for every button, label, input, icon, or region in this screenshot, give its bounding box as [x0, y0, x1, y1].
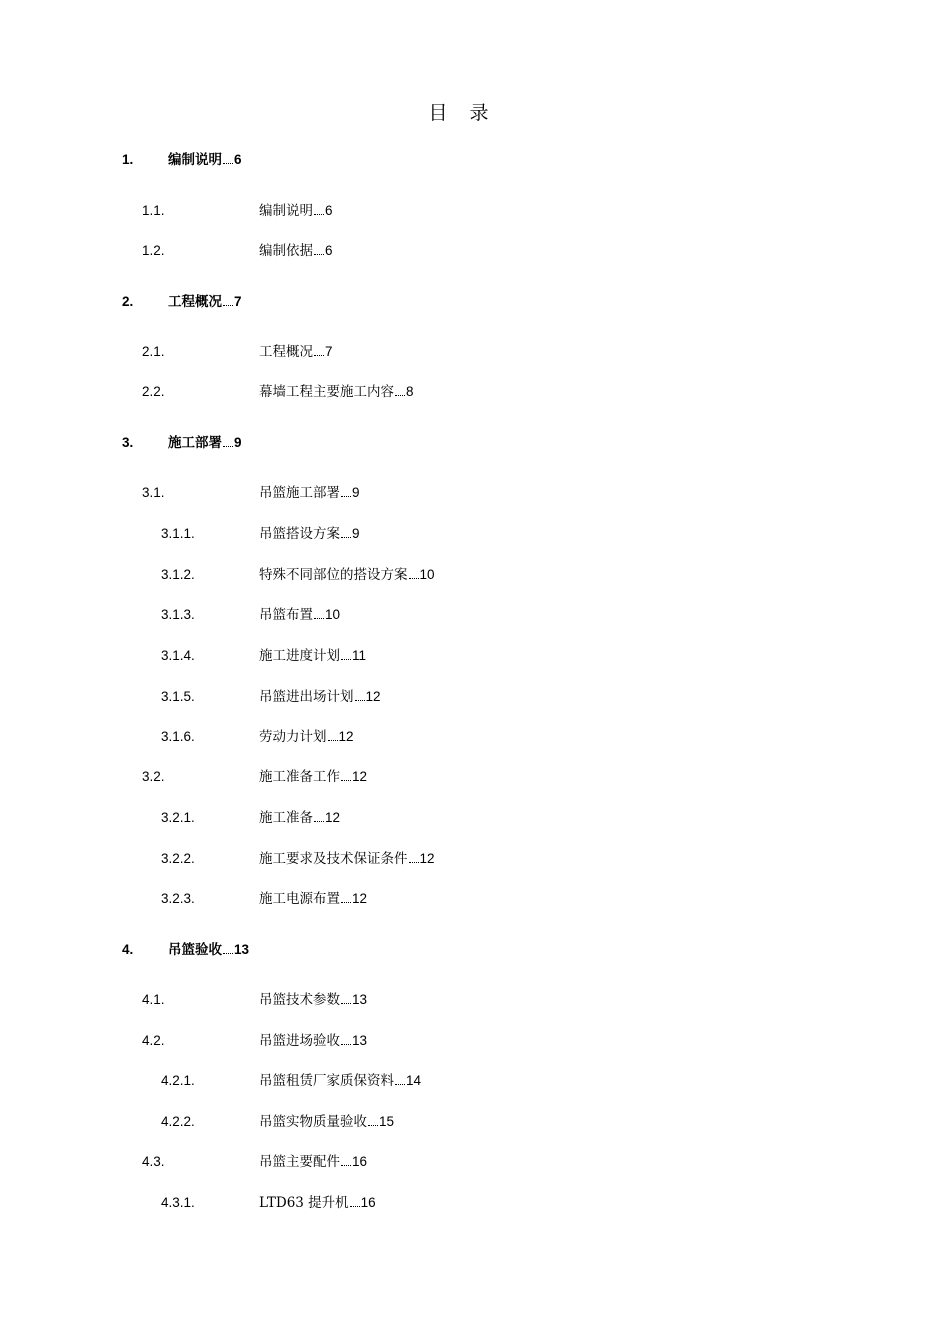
toc-entry-number: 1.2.: [142, 243, 165, 258]
toc-entry-number: 1.1.: [142, 203, 165, 218]
toc-entry-title[interactable]: 吊篮施工部署: [259, 485, 340, 501]
toc-entry-title[interactable]: LTD63 提升机: [259, 1195, 349, 1211]
toc-entry-title[interactable]: 幕墙工程主要施工内容: [259, 384, 394, 400]
toc-entry-number: 2.1.: [142, 344, 165, 359]
toc-dot-leader: [223, 446, 233, 447]
toc-entry-number: 4.3.: [142, 1154, 165, 1169]
toc-dot-leader: [409, 862, 419, 863]
toc-entry-title[interactable]: 编制说明: [259, 203, 313, 219]
toc-entry-title[interactable]: 施工进度计划: [259, 648, 340, 664]
toc-entry-number: 3.2.2.: [161, 851, 195, 866]
toc-entry-title[interactable]: 吊篮主要配件: [259, 1154, 340, 1170]
toc-entry-title[interactable]: 吊篮搭设方案: [259, 526, 340, 542]
toc-page-number: 6: [234, 152, 242, 167]
toc-dot-leader: [314, 821, 324, 822]
toc-entry-title[interactable]: 编制说明: [168, 152, 222, 168]
toc-dot-leader: [314, 254, 324, 255]
toc-entry-title[interactable]: 特殊不同部位的搭设方案: [259, 567, 408, 583]
toc-page-number: 12: [365, 689, 381, 704]
toc-entry-number: 3.1.: [142, 485, 165, 500]
toc-dot-leader: [341, 496, 351, 497]
toc-entry-number: 4.3.1.: [161, 1195, 195, 1210]
toc-page-number: 12: [325, 810, 341, 825]
toc-title: 目 录: [428, 102, 497, 124]
toc-entry-number: 4.2.2.: [161, 1114, 195, 1129]
toc-dot-leader: [341, 1165, 351, 1166]
toc-entry-number: 1.: [122, 152, 134, 167]
toc-dot-leader: [341, 537, 351, 538]
toc-entry-title[interactable]: 施工准备工作: [259, 769, 340, 785]
toc-dot-leader: [314, 214, 324, 215]
toc-entry-title[interactable]: 工程概况: [259, 344, 313, 360]
toc-dot-leader: [395, 1084, 405, 1085]
toc-entry-title[interactable]: 施工准备: [259, 810, 313, 826]
toc-page-number: 12: [419, 851, 435, 866]
toc-dot-leader: [223, 305, 233, 306]
toc-dot-leader: [328, 740, 338, 741]
toc-entry-title[interactable]: 施工部署: [168, 435, 222, 451]
toc-entry-title[interactable]: 吊篮租赁厂家质保资料: [259, 1073, 394, 1089]
toc-dot-leader: [355, 700, 365, 701]
toc-dot-leader: [350, 1206, 360, 1207]
toc-entry-number: 3.2.3.: [161, 891, 195, 906]
toc-entry-number: 3.1.2.: [161, 567, 195, 582]
toc-entry-number: 3.2.: [142, 769, 165, 784]
toc-entry-number: 3.: [122, 435, 134, 450]
toc-entry-title[interactable]: 吊篮布置: [259, 607, 313, 623]
toc-entry-title[interactable]: 劳动力计划: [259, 729, 327, 745]
toc-dot-leader: [341, 659, 351, 660]
toc-entry-title[interactable]: 吊篮验收: [168, 942, 222, 958]
toc-entry-title[interactable]: 工程概况: [168, 294, 222, 310]
toc-entry-title[interactable]: 吊篮技术参数: [259, 992, 340, 1008]
toc-dot-leader: [341, 902, 351, 903]
toc-page-number: 7: [234, 294, 242, 309]
toc-dot-leader: [314, 355, 324, 356]
toc-page-number: 11: [352, 648, 367, 663]
toc-entry-number: 2.: [122, 294, 134, 309]
toc-page-number: 10: [419, 567, 435, 582]
toc-entry-title[interactable]: 编制依据: [259, 243, 313, 259]
toc-page-number: 13: [234, 942, 250, 957]
toc-dot-leader: [341, 780, 351, 781]
toc-entry-number: 3.2.1.: [161, 810, 195, 825]
toc-page-number: 16: [352, 1154, 368, 1169]
toc-page-number: 12: [338, 729, 354, 744]
toc-entry-title[interactable]: 吊篮进场验收: [259, 1033, 340, 1049]
toc-entry-number: 3.1.4.: [161, 648, 195, 663]
toc-entry-number: 4.2.1.: [161, 1073, 195, 1088]
toc-entry-number: 2.2.: [142, 384, 165, 399]
toc-page-number: 13: [352, 1033, 368, 1048]
toc-page-number: 14: [406, 1073, 422, 1088]
toc-dot-leader: [368, 1125, 378, 1126]
toc-entry-number: 4.: [122, 942, 134, 957]
toc-page-number: 9: [352, 485, 360, 500]
toc-entry-title[interactable]: 吊篮进出场计划: [259, 689, 354, 705]
toc-page-number: 7: [325, 344, 333, 359]
toc-entry-number: 4.1.: [142, 992, 165, 1007]
toc-dot-leader: [395, 395, 405, 396]
toc-dot-leader: [314, 618, 324, 619]
toc-dot-leader: [341, 1044, 351, 1045]
toc-entry-number: 4.2.: [142, 1033, 165, 1048]
toc-page-number: 10: [325, 607, 341, 622]
toc-dot-leader: [409, 578, 419, 579]
toc-dot-leader: [223, 163, 233, 164]
toc-page-number: 13: [352, 992, 368, 1007]
toc-page-number: 6: [325, 203, 333, 218]
toc-page-number: 16: [360, 1195, 376, 1210]
toc-page-number: 12: [352, 891, 368, 906]
toc-page-number: 9: [234, 435, 242, 450]
toc-page-number: 6: [325, 243, 333, 258]
toc-page-number: 8: [406, 384, 414, 399]
toc-page-number: 9: [352, 526, 360, 541]
toc-entry-title[interactable]: 施工电源布置: [259, 891, 340, 907]
toc-entry-title[interactable]: 吊篮实物质量验收: [259, 1114, 367, 1130]
toc-dot-leader: [223, 953, 233, 954]
toc-page-number: 12: [352, 769, 368, 784]
toc-entry-number: 3.1.6.: [161, 729, 195, 744]
toc-entry-title[interactable]: 施工要求及技术保证条件: [259, 851, 408, 867]
toc-entry-number: 3.1.5.: [161, 689, 195, 704]
toc-page-number: 15: [379, 1114, 395, 1129]
toc-dot-leader: [341, 1003, 351, 1004]
toc-entry-number: 3.1.3.: [161, 607, 195, 622]
toc-entry-number: 3.1.1.: [161, 526, 195, 541]
